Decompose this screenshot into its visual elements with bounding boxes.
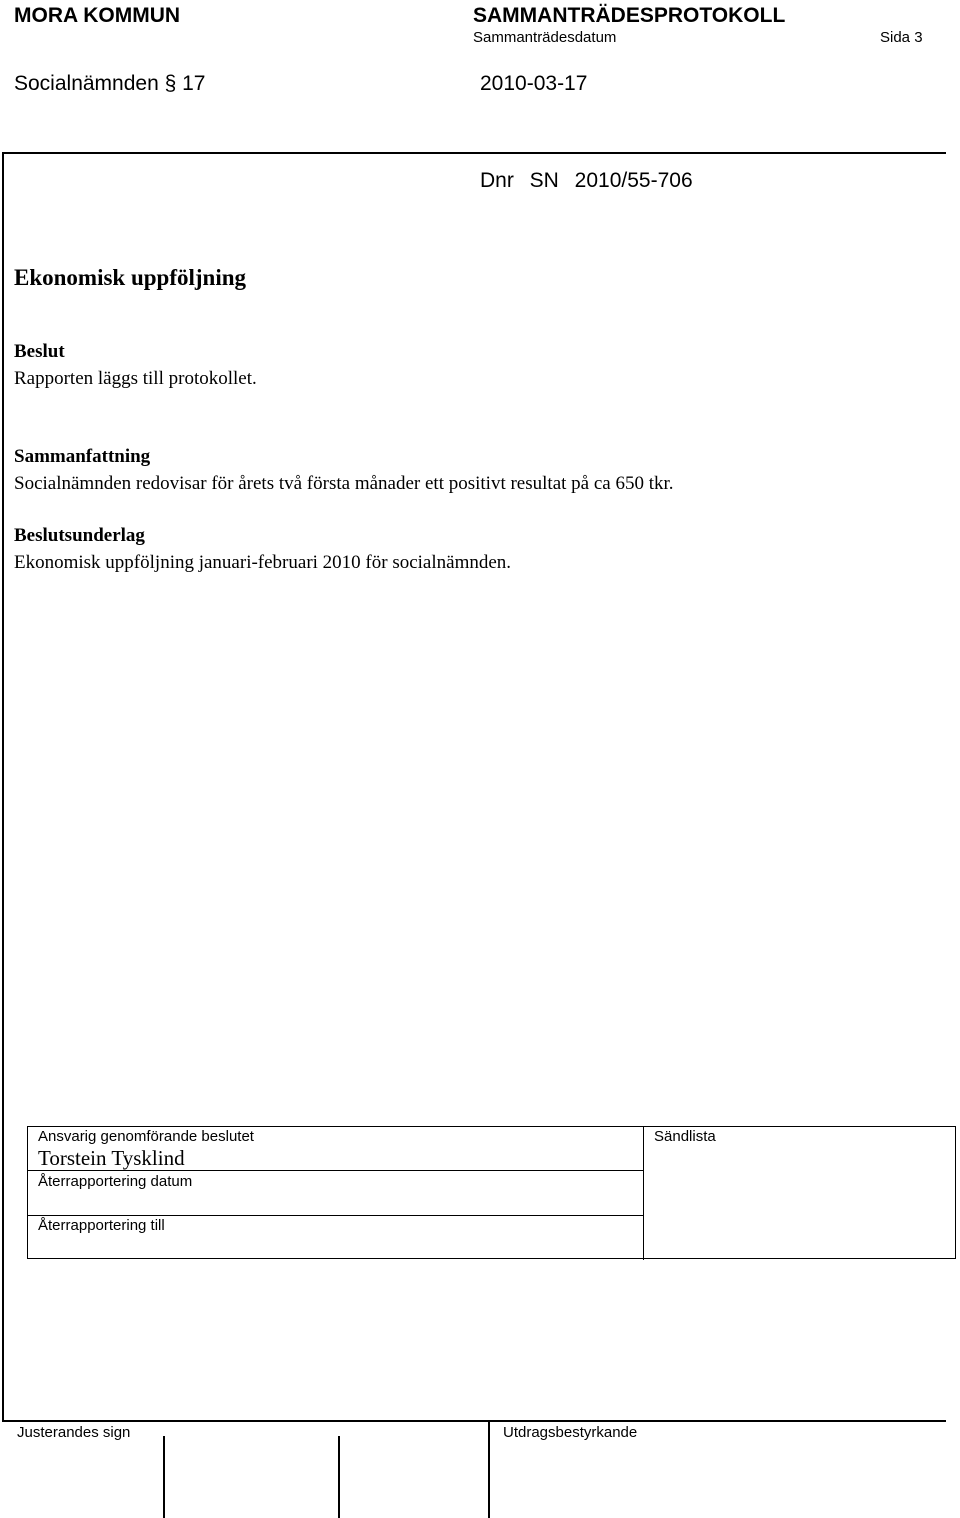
report-back-to-label: Återrapportering till (38, 1217, 165, 1234)
signature-box-divider-2 (338, 1436, 340, 1518)
committee-section: Socialnämnden § 17 (14, 72, 206, 95)
distribution-list-label: Sändlista (654, 1128, 716, 1145)
case-number: Dnr SN 2010/55-706 (480, 169, 693, 192)
case-title: Ekonomisk uppföljning (14, 265, 247, 290)
summary-text: Socialnämnden redovisar för årets två första månader ett positivt resultat på ca 650 tkr. (14, 473, 674, 494)
meeting-date: 2010-03-17 (480, 72, 588, 95)
report-back-date-label: Återrapportering datum (38, 1173, 193, 1190)
footer-top-rule (2, 1420, 946, 1422)
decision-heading: Beslut (14, 341, 65, 362)
page-number: Sida 3 (880, 29, 923, 46)
frame-left-rule (2, 152, 4, 1422)
responsible-label: Ansvarig genomförande beslutet (38, 1128, 254, 1145)
summary-heading: Sammanfattning (14, 446, 151, 467)
responsible-name: Torstein Tysklind (38, 1146, 185, 1170)
decision-text: Rapporten läggs till protokollet. (14, 368, 257, 389)
meeting-date-label: Sammanträdesdatum (473, 29, 617, 46)
responsibility-box-divider (643, 1126, 644, 1260)
organization-name: MORA KOMMUN (14, 4, 181, 27)
frame-top-rule (2, 152, 946, 154)
responsibility-row-rule-2 (27, 1215, 644, 1216)
extract-certification-label: Utdragsbestyrkande (503, 1424, 638, 1441)
decision-basis-text: Ekonomisk uppföljning januari-februari 2010 för socialnämnden. (14, 552, 512, 573)
signature-box-divider-3 (488, 1420, 490, 1518)
adjusters-sign-label: Justerandes sign (17, 1424, 131, 1441)
document-type: SAMMANTRÄDESPROTOKOLL (473, 4, 786, 27)
signature-box-divider-1 (163, 1436, 165, 1518)
decision-basis-heading: Beslutsunderlag (14, 525, 145, 546)
